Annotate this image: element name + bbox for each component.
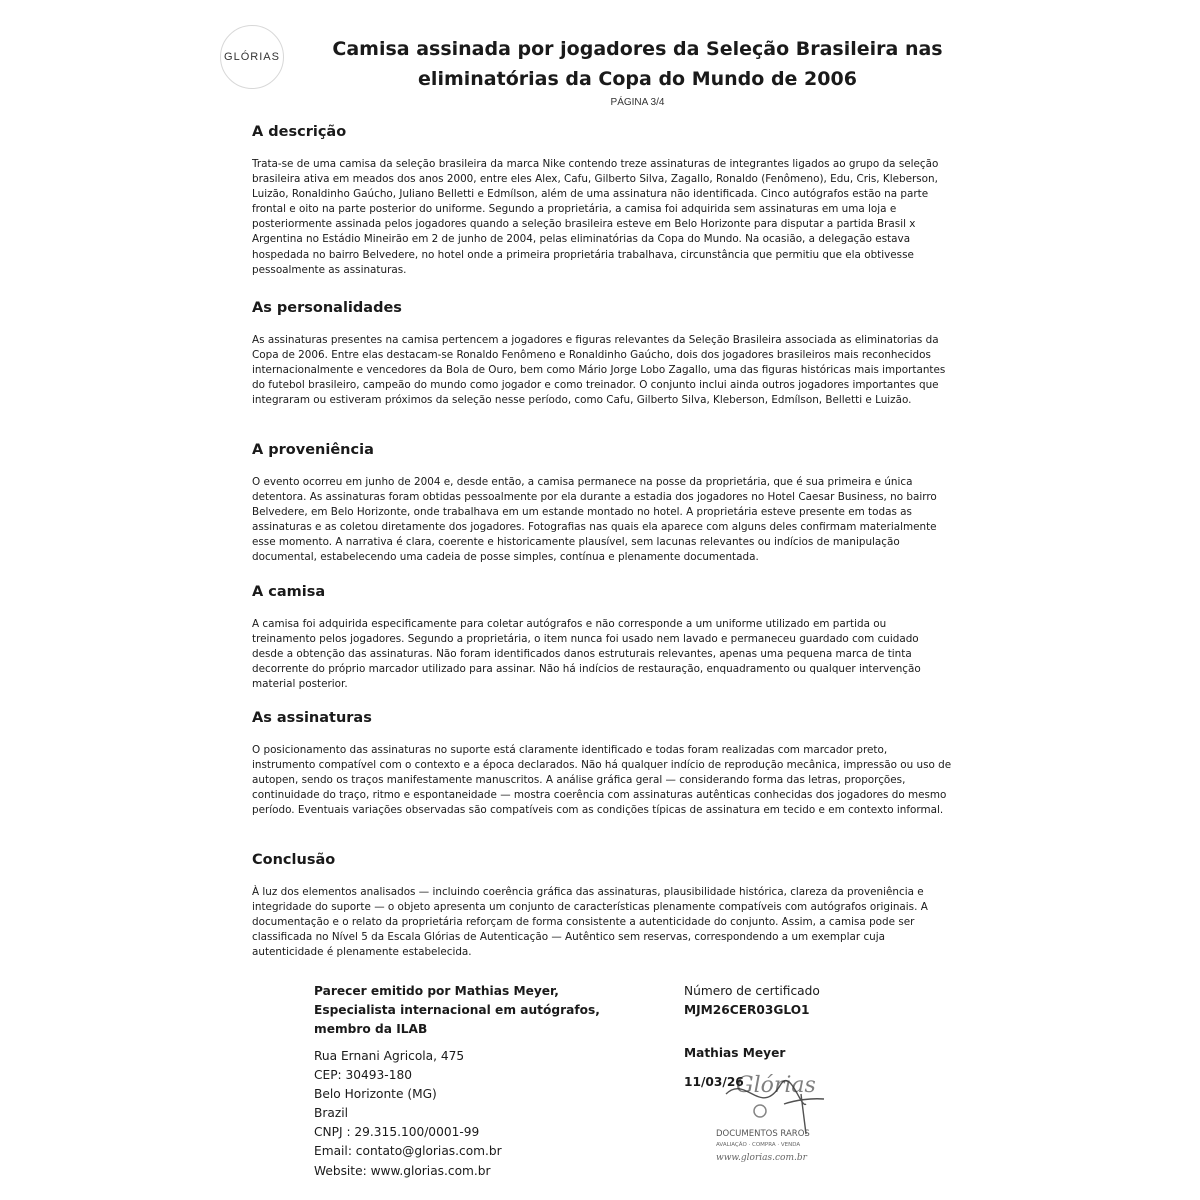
signer-name: Mathias Meyer: [684, 1046, 786, 1060]
issuer-line: Parecer emitido por Mathias Meyer,: [314, 984, 559, 998]
section-heading: A descrição: [252, 124, 347, 140]
page-number: PÁGINA 3/4: [610, 97, 665, 108]
address-line: Email: contato@glorias.com.br: [314, 1144, 502, 1159]
stamp-line2: AVALIAÇÃO · COMPRA · VENDA: [716, 1142, 801, 1148]
signature-date: 11/03/26: [684, 1075, 744, 1089]
address-line: Website: www.glorias.com.br: [314, 1163, 491, 1178]
section-heading: As assinaturas: [252, 710, 372, 726]
issuer-statement: [314, 982, 644, 1039]
address-block: [314, 1047, 644, 1181]
address-line: Brazil: [314, 1106, 349, 1121]
stamp-brand: Glórias: [736, 1073, 816, 1098]
section-text: O evento ocorreu em junho de 2004 e, desde então, a camisa permanece na posse da proprietária, que é sua primeira e única detentora. As assinaturas foram obtidas pessoalmente por ela durante a estadia dos jogadores no Hotel Caesar Business, no bairro Belvedere, em Belo Horizonte, onde trabalhava em um estande montado no hotel. A proprietária esteve presente em todas as assinaturas e as coletou diretamente dos jogadores. Fotografias nas quais ela aparece com alguns deles confirmam materialmente esse momento. A narrativa é clara, coerente e historicamente plausível, sem lacunas relevantes ou indícios de manipulação documental, estabelecendo uma cadeia de posse simples, contínua e plenamente documentada.: [252, 476, 937, 564]
section-heading: Conclusão: [252, 852, 336, 868]
section-personalidades: [252, 298, 952, 408]
section-heading: A proveniência: [252, 442, 374, 458]
section-conclusao: [252, 850, 952, 960]
logo-text: GLÓRIAS: [224, 51, 280, 63]
issuer-line: membro da ILAB: [314, 1022, 428, 1036]
certificate-block: [684, 982, 884, 1020]
section-descricao: [252, 122, 952, 278]
section-text: Trata-se de uma camisa da seleção brasileira da marca Nike contendo treze assinaturas de integrantes ligados ao grupo da seleção brasileira ativa em meados dos anos 2000, entre eles Alex, Cafu, Gilberto Silva, Zagallo, Ronaldo (Fenômeno), Edu, Cris, Kleberson, Luizão, Ronaldinho Gaúcho, Juliano Belletti e Edmílson, além de uma assinatura não identificada. Cinco autógrafos estão na parte frontal e oito na parte posterior do uniforme. Segundo a proprietária, a camisa foi adquirida sem assinaturas em uma loja e posteriormente assinada pelos jogadores quando a seleção brasileira esteve em Belo Horizonte para disputar a partida Brasil x Argentina no Estádio Mineirão em 2 de junho de 2004, pelas eliminatórias da Copa do Mundo. Na ocasião, a delegação estava hospedada no bairro Belvedere, no hotel onde a primeira proprietária trabalhava, circunstância que permitiu que ela obtivesse pessoalmente as assinaturas.: [252, 158, 939, 276]
section-text: O posicionamento das assinaturas no suporte está claramente identificado e todas foram realizadas com marcador preto, instrumento compatível com o contexto e a época declarados. Não há qualquer indício de reprodução mecânica, impressão ou uso de autopen, sendo os traços manifestamente manuscritos. A análise gráfica geral — considerando forma das letras, proporções, continuidade do traço, ritmo e espontaneidade — mostra coerência com assinaturas autênticas conhecidas dos jogadores do mesmo período. Eventuais variações observadas são compatíveis com as condições típicas de assinatura em tecido e em contexto informal.: [252, 744, 952, 817]
document-title: Camisa assinada por jogadores da Seleção Brasileira nas eliminatórias da Copa do Mundo de 2006: [332, 38, 943, 90]
certificate-number: MJM26CER03GLO1: [684, 1003, 810, 1017]
certificate-label: Número de certificado: [684, 984, 820, 998]
section-proveniencia: [252, 440, 952, 566]
section-text: As assinaturas presentes na camisa pertencem a jogadores e figuras relevantes da Seleção Brasileira associada as eliminatorias da Copa de 2006. Entre elas destacam-se Ronaldo Fenômeno e Ronaldinho Gaúcho, dois dos jogadores brasileiros mais reconhecidos internacionalmente e vencedores da Bola de Ouro, bem como Mário Jorge Lobo Zagallo, uma das figuras históricas mais importantes do futebol brasileiro, campeão do mundo como jogador e como treinador. O conjunto inclui ainda outros jogadores importantes que integraram ou estiveram próximos da seleção nesse período, como Cafu, Gilberto Silva, Kleberson, Edmílson, Belletti e Luizão.: [252, 334, 946, 407]
section-assinaturas: [252, 708, 952, 818]
address-line: CEP: 30493-180: [314, 1068, 412, 1083]
section-camisa: [252, 582, 952, 692]
glorias-logo: [220, 25, 284, 89]
section-heading: As personalidades: [252, 300, 402, 316]
stamp-circle: [754, 1105, 766, 1117]
address-line: CNPJ : 29.315.100/0001-99: [314, 1125, 480, 1140]
stamp-site: www.glorias.com.br: [716, 1153, 807, 1163]
issuer-line: Especialista internacional em autógrafos,: [314, 1003, 600, 1017]
section-text: À luz dos elementos analisados — incluindo coerência gráfica das assinaturas, plausibilidade histórica, clareza da proveniência e integridade do suporte — o objeto apresenta um conjunto de características plenamente compatíveis com autógrafos originais. A documentação e o relato da proprietária reforçam de forma consistente a autenticidade do conjunto. Assim, a camisa pode ser classificada no Nível 5 da Escala Glórias de Autenticação — Autêntico sem reservas, correspondendo a um exemplar cuja autenticidade é plenamente estabelecida.: [252, 886, 928, 959]
stamp-line1: DOCUMENTOS RAROS: [716, 1129, 810, 1139]
issuer-block: [314, 982, 644, 1181]
section-heading: A camisa: [252, 584, 326, 600]
section-text: A camisa foi adquirida especificamente para coletar autógrafos e não corresponde a um uniforme utilizado em partida ou treinamento pelos jogadores. Segundo a proprietária, o item nunca foi usado nem lavado e permaneceu guardado com cuidado desde a obtenção das assinaturas. Não foram identificados danos estruturais relevantes, apenas uma pequena marca de tinta decorrente do próprio marcador utilizado para assinar. Não há indícios de restauração, enquadramento ou qualquer intervenção material posterior.: [252, 618, 921, 691]
address-line: Rua Ernani Agricola, 475: [314, 1049, 465, 1063]
address-line: Belo Horizonte (MG): [314, 1087, 437, 1102]
